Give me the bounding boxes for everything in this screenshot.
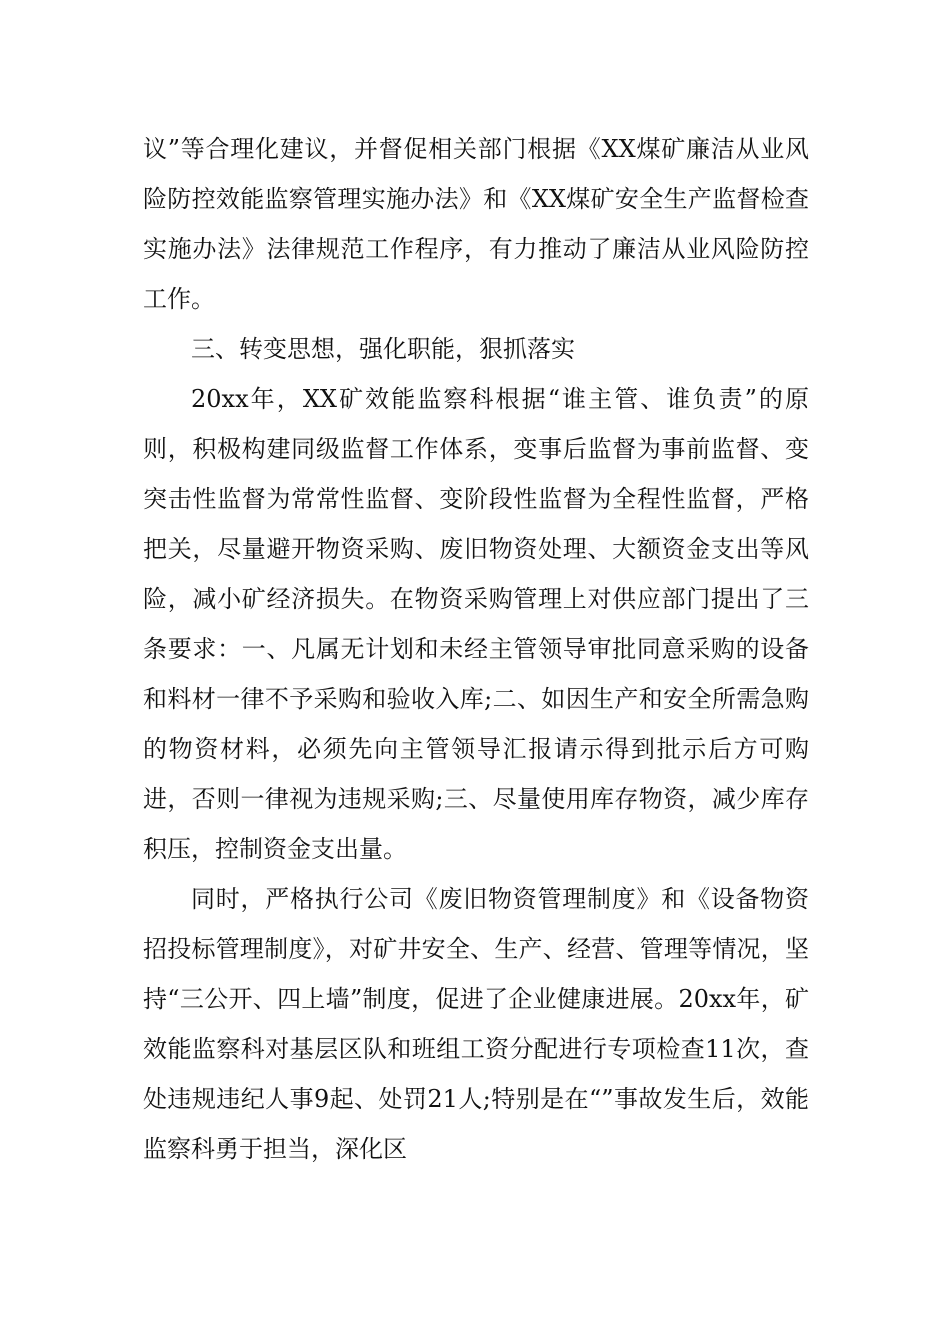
paragraph-body: 同时，严格执行公司《废旧物资管理制度》和《设备物资招投标管理制度》，对矿井安全、生产、经营、管理等情况，坚持“三公开、四上墙”制度，促进了企业健康进展。20xx年，矿效能监察科对基层区队和班组工资分配进行专项检查11次，查处违规违纪人事9起、处罚21人;特别是在“”事故发生后，效能监察科勇于担当，深化区 (143, 885, 809, 1163)
section-heading: 三、转变思想，强化职能，狠抓落实 (191, 335, 575, 363)
paragraph-body: 20xx年，XX矿效能监察科根据“谁主管、谁负责”的原则，积极构建同级监督工作体系，变事后监督为事前监督、变突击性监督为常常性监督、变阶段性监督为全程性监督，严格把关，尽量避开物资采购、废旧物资处理、大额资金支出等风险，减小矿经济损失。在物资采购管理上对供应部门提出了三条要求：一、凡属无计划和未经主管领导审批同意采购的设备和料材一律不予采购和验收入库;二、如因生产和安全所需急购的物资材料，必须先向主管领导汇报请示得到批示后方可购进，否则一律视为违规采购;三、尽量使用库存物资，减少库存积压，控制资金支出量。 (143, 385, 809, 863)
document-page (143, 124, 809, 1174)
paragraph-continuation: 议”等合理化建议，并督促相关部门根据《XX煤矿廉洁从业风险防控效能监察管理实施办法》和《XX煤矿安全生产监督检查实施办法》法律规范工作程序，有力推动了廉洁从业风险防控工作。 (143, 135, 809, 313)
